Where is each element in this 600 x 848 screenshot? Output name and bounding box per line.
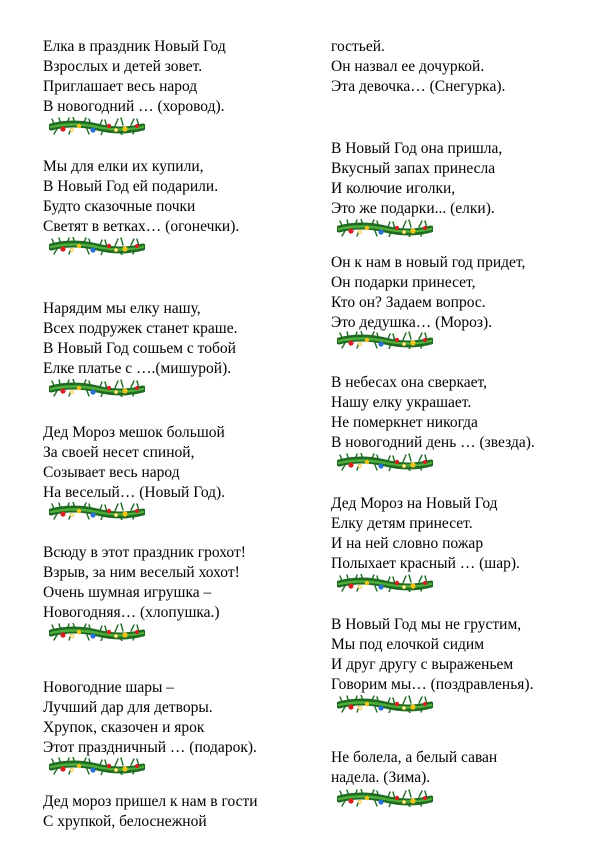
garland-icon: [49, 379, 145, 397]
riddle-line: Всех подружек станет краше.: [43, 320, 238, 337]
riddle-line: Елка в праздник Новый Год: [43, 38, 226, 55]
riddle-line: И колючие иголки,: [331, 180, 456, 197]
riddle-line: Елку детям принесет.: [331, 515, 473, 532]
riddle-line: Это дедушка… (Мороз).: [331, 314, 493, 331]
riddle-moroz: [331, 253, 600, 333]
riddle-snegurka-end: [331, 37, 600, 97]
garland-icon: [337, 219, 433, 237]
riddle-pozdravlenya: [331, 615, 600, 695]
garland-icon: [337, 695, 433, 713]
riddle-elki: [331, 139, 600, 219]
riddle-snegurka-start: [43, 792, 313, 832]
riddle-line: Елке платье с ….(мишурой).: [43, 360, 232, 377]
garland-icon: [49, 117, 145, 135]
riddle-line: Всюду в этот праздник грохот!: [43, 544, 246, 561]
riddle-line: Не померкнет никогда: [331, 414, 478, 431]
riddle-line: Нашу елку украшает.: [331, 394, 472, 411]
riddle-line: Нарядим мы елку нашу,: [43, 300, 201, 317]
riddle-line: Это же подарки... (елки).: [331, 200, 495, 217]
riddle-line: В небесах она сверкает,: [331, 374, 487, 391]
garland-icon: [49, 623, 145, 641]
riddle-line: Кто он? Задаем вопрос.: [331, 294, 486, 311]
riddle-line: Дед Мороз мешок большой: [43, 424, 225, 441]
riddle-line: Вкусный запах принесла: [331, 160, 496, 177]
garland-icon: [337, 453, 433, 471]
riddle-line: Созывает весь народ: [43, 464, 180, 481]
riddle-line: Новогодняя… (хлопушка.): [43, 604, 220, 621]
riddle-line: С хрупкой, белоснежной: [43, 813, 207, 830]
riddle-shar: [331, 494, 600, 574]
garland-icon: [337, 574, 433, 592]
garland-icon: [337, 331, 433, 349]
riddle-line: Эта девочка… (Снегурка).: [331, 78, 506, 95]
riddle-line: Мы под елочкой сидим: [331, 636, 485, 653]
riddle-line: Взрыв, за ним веселый хохот!: [43, 564, 240, 581]
riddle-line: гостьей.: [331, 38, 385, 55]
riddle-line: В новогодний … (хоровод).: [43, 98, 225, 115]
riddle-line: Хрупок, сказочен и ярок: [43, 719, 205, 736]
garland-icon: [49, 237, 145, 255]
riddle-khlopushka: [43, 543, 313, 623]
riddle-line: Он подарки принесет,: [331, 274, 476, 291]
riddle-line: И на ней словно пожар: [331, 535, 484, 552]
riddle-line: В Новый Год ей подарили.: [43, 178, 219, 195]
riddle-khorovod: [43, 37, 313, 117]
garland-icon: [49, 757, 145, 775]
riddle-ogonechki: [43, 157, 313, 237]
riddle-line: Мы для елки их купили,: [43, 158, 204, 175]
riddle-line: Дед мороз пришел к нам в гости: [43, 793, 258, 810]
riddle-line: В новогодний день … (звезда).: [331, 434, 535, 451]
riddle-line: Полыхает красный … (шар).: [331, 555, 520, 572]
garland-icon: [49, 502, 145, 520]
riddle-line: Дед Мороз на Новый Год: [331, 495, 498, 512]
riddle-line: Взрослых и детей зовет.: [43, 58, 203, 75]
riddle-line: Он назвал ее дочуркой.: [331, 58, 485, 75]
riddle-line: Очень шумная игрушка –: [43, 584, 212, 601]
riddle-line: Не болела, а белый саван: [331, 749, 498, 766]
garland-icon: [337, 789, 433, 807]
riddle-novy-god: [43, 423, 313, 503]
riddle-line: Приглашает весь народ: [43, 78, 198, 95]
riddle-line: Он к нам в новый год придет,: [331, 254, 526, 271]
riddle-line: За своей несет спиной,: [43, 444, 195, 461]
riddle-line: Говорим мы… (поздравленья).: [331, 676, 534, 693]
riddle-podarok: [43, 678, 313, 758]
riddle-line: В Новый Год она пришла,: [331, 140, 503, 157]
riddle-line: Светят в ветках… (огонечки).: [43, 218, 240, 235]
riddle-line: На веселый… (Новый Год).: [43, 484, 226, 501]
riddle-mishura: [43, 299, 313, 379]
riddle-line: Этот праздничный … (подарок).: [43, 739, 257, 756]
riddle-zvezda: [331, 373, 600, 453]
riddle-line: В Новый Год мы не грустим,: [331, 616, 522, 633]
riddle-line: Лучший дар для детворы.: [43, 699, 213, 716]
riddle-line: В Новый Год сошьем с тобой: [43, 340, 236, 357]
riddle-line: Новогодние шары –: [43, 679, 175, 696]
riddle-zima: [331, 748, 600, 788]
riddle-line: Будто сказочные почки: [43, 198, 196, 215]
riddle-line: И друг другу с выраженьем: [331, 656, 514, 673]
riddle-line: надела. (Зима).: [331, 769, 431, 786]
